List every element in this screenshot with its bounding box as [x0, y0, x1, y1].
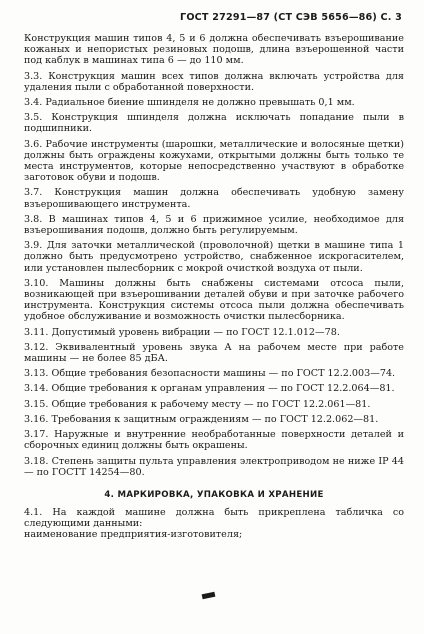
paragraph-4-1: 4.1. На каждой машине должна быть прикреплена табличка со следующими данными: — [24, 506, 404, 530]
paragraph-3-9: 3.9. Для заточки металлической (проволочной) щетки в машине типа 1 должно быть предусмотрено устройство, снабженное искрогасителем, или установлен пылесборник с мокрой очисткой воздуха от пыли. — [24, 240, 404, 274]
paragraph-3-18: 3.18. Степень защиты пульта управления электроприводом не ниже IP 44 — по ГОСТТ 14254—80. — [24, 455, 404, 478]
paragraph-3-6: 3.6. Рабочие инструменты (шарошки, металлические и волосяные щетки) должны быть ограждены кожухами, открытыми должны быть только те места инструментов, которые непосредственно участвуют в обработке заготовок обуви и подошв. — [24, 138, 404, 184]
paragraph-intro: Конструкция машин типов 4, 5 и 6 должна обеспечивать взъерошивание кожаных и непористых резиновых подошв, длина взъерошенной части под каблук в машинах типа 6 — до 110 мм. — [24, 33, 404, 67]
paragraph-3-5: 3.5. Конструкция шпинделя должна исключать попадание пыли в подшипники. — [24, 112, 404, 135]
paragraph-3-14: 3.14. Общие требования к органам управления — по ГОСТ 12.2.064—81. — [24, 383, 395, 395]
paragraph-3-13: 3.13. Общие требования безопасности машины — по ГОСТ 12.2.003—74. — [24, 368, 396, 380]
document-body — [24, 33, 404, 541]
paragraph-3-16: 3.16. Требования к защитным ограждениям — по ГОСТ 12.2.062—81. — [24, 413, 379, 425]
ink-mark — [202, 592, 216, 600]
page-header: ГОСТ 27291—87 (СТ СЭВ 5656—86) С. 3 — [180, 12, 402, 23]
paragraph-3-3: 3.3. Конструкция машин всех типов должна включать устройства для удаления пыли с обработанной поверхности. — [24, 70, 404, 93]
paragraph-3-4: 3.4. Радиальное биение шпинделя не должно превышать 0,1 мм. — [24, 97, 355, 109]
section-title: 4. МАРКИРОВКА, УПАКОВКА И ХРАНЕНИЕ — [104, 489, 324, 500]
paragraph-3-15: 3.15. Общие требования к рабочему месту — по ГОСТ 12.2.061—81. — [24, 398, 371, 410]
paragraph-3-11: 3.11. Допустимый уровень вибрации — по ГОСТ 12.1.012—78. — [24, 326, 340, 338]
paragraph-3-7: 3.7. Конструкция машин должна обеспечивать удобную замену взъерошивающего инструмента. — [24, 187, 404, 210]
paragraph-3-10: 3.10. Машины должны быть снабжены системами отсоса пыли, возникающей при взъерошивании деталей обуви и при заточке рабочего инструмента. Конструкция системы отсоса пыли должна обеспечивать удобное обслуживание и возможность очистки пылесборника. — [24, 277, 404, 323]
paragraph-3-12: 3.12. Эквивалентный уровень звука А на рабочем месте при работе машины — не более 85 дБА. — [24, 341, 404, 365]
paragraph-list-item: наименование предприятия-изготовителя; — [24, 529, 243, 541]
paragraph-3-8: 3.8. В машинах типов 4, 5 и 6 прижимное усилие, необходимое для взъерошивания подошв, должно быть регулируемым. — [24, 213, 404, 237]
paragraph-3-17: 3.17. Наружные и внутренние необработанные поверхности деталей и сборочных единиц должны быть окрашены. — [24, 429, 404, 452]
